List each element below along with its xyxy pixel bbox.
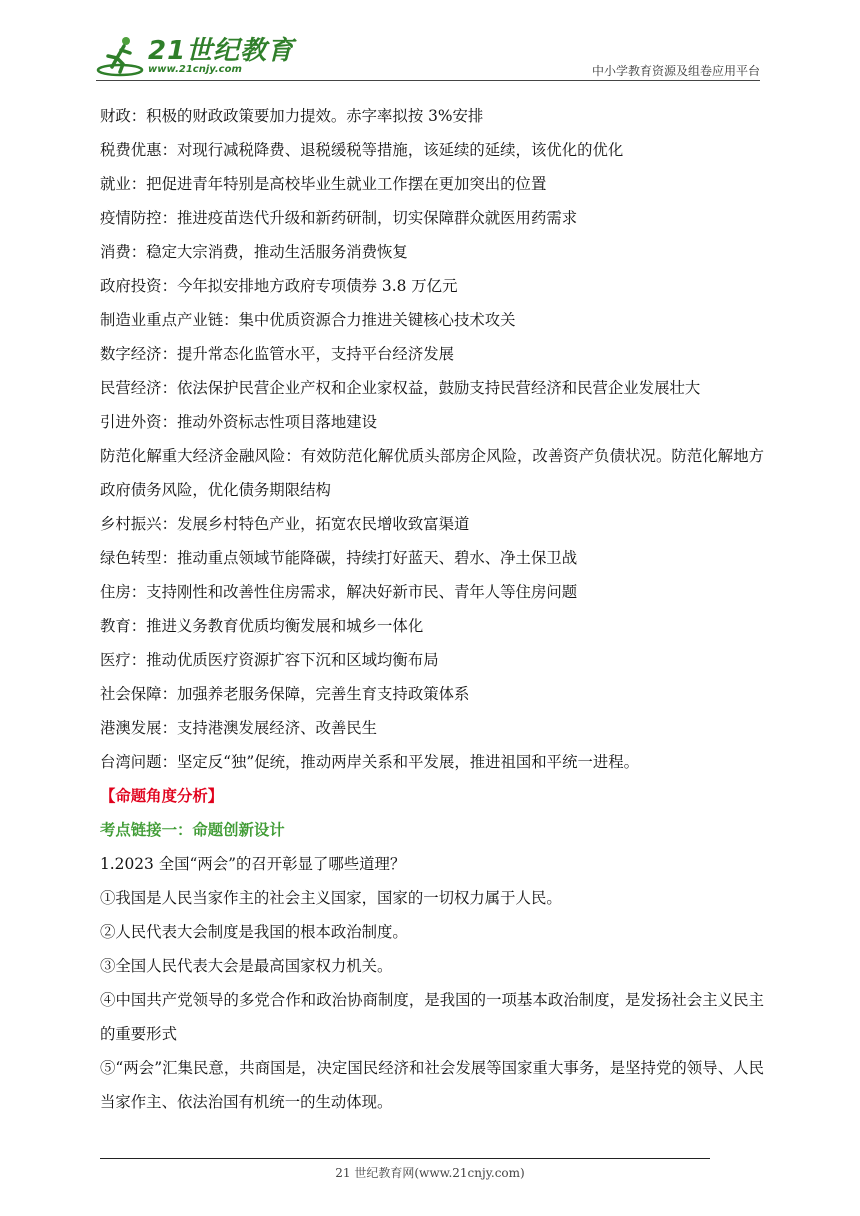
policy-line: 数字经济：提升常态化监管水平，支持平台经济发展 xyxy=(100,345,454,363)
policy-line: 台湾问题：坚定反“独”促统，推动两岸关系和平发展，推进祖国和平统一进程。 xyxy=(100,753,640,771)
policy-line: 乡村振兴：发展乡村特色产业，拓宽农民增收致富渠道 xyxy=(100,515,470,533)
policy-line: 绿色转型：推动重点领域节能降碳，持续打好蓝天、碧水、净土保卫战 xyxy=(100,549,578,567)
document-body xyxy=(100,99,764,1119)
policy-line: 疫情防控：推进疫苗迭代升级和新药研制，切实保障群众就医用药需求 xyxy=(100,209,578,227)
answer-item: ⑤“两会”汇集民意，共商国是，决定国民经济和社会发展等国家重大事务，是坚持党的领导、人民当家作主、依法治国有机统一的生动体现。 xyxy=(100,1059,764,1111)
policy-line: 引进外资：推动外资标志性项目落地建设 xyxy=(100,413,378,431)
policy-line: 消费：稳定大宗消费，推动生活服务消费恢复 xyxy=(100,243,408,261)
policy-line: 教育：推进义务教育优质均衡发展和城乡一体化 xyxy=(100,617,424,635)
platform-name: 中小学教育资源及组卷应用平台 xyxy=(591,64,760,78)
section-title: 【命题角度分析】 xyxy=(100,787,224,805)
footer-divider xyxy=(100,1158,710,1159)
policy-line: 制造业重点产业链：集中优质资源合力推进关键核心技术攻关 xyxy=(100,311,516,329)
answer-item: ①我国是人民当家作主的社会主义国家，国家的一切权力属于人民。 xyxy=(100,889,562,907)
policy-line: 税费优惠：对现行减税降费、退税缓税等措施，该延续的延续，该优化的优化 xyxy=(100,141,624,159)
policy-line: 就业：把促进青年特别是高校毕业生就业工作摆在更加突出的位置 xyxy=(100,175,547,193)
answer-item: ③全国人民代表大会是最高国家权力机关。 xyxy=(100,957,393,975)
subsection-title: 考点链接一：命题创新设计 xyxy=(100,821,285,839)
policy-line: 港澳发展：支持港澳发展经济、改善民生 xyxy=(100,719,378,737)
policy-line: 政府投资：今年拟安排地方政府专项债券 3.8 万亿元 xyxy=(100,277,458,295)
answer-item: ④中国共产党领导的多党合作和政治协商制度，是我国的一项基本政治制度，是发扬社会主义民主的重要形式 xyxy=(100,991,764,1043)
policy-line: 社会保障：加强养老服务保障，完善生育支持政策体系 xyxy=(100,685,470,703)
policy-line: 住房：支持刚性和改善性住房需求，解决好新市民、青年人等住房问题 xyxy=(100,583,578,601)
header-divider xyxy=(96,80,760,81)
footer-text: 21 世纪教育网(www.21cnjy.com) xyxy=(335,1166,525,1180)
runner-logo-icon xyxy=(96,34,144,78)
policy-line: 财政：积极的财政政策要加力提效。赤字率拟按 3%安排 xyxy=(100,107,484,125)
site-logo[interactable] xyxy=(96,34,294,78)
question-text: 1.2023 全国“两会”的召开彰显了哪些道理？ xyxy=(100,855,406,873)
policy-line: 医疗：推动优质医疗资源扩容下沉和区域均衡布局 xyxy=(100,651,439,669)
logo-title: 21世纪教育 xyxy=(148,35,295,66)
page-header xyxy=(96,28,760,80)
logo-url: www.21cnjy.com xyxy=(148,63,242,75)
policy-line: 防范化解重大经济金融风险：有效防范化解优质头部房企风险，改善资产负债状况。防范化解地方政府债务风险，优化债务期限结构 xyxy=(100,447,764,499)
policy-line: 民营经济：依法保护民营企业产权和企业家权益，鼓励支持民营经济和民营企业发展壮大 xyxy=(100,379,701,397)
answer-item: ②人民代表大会制度是我国的根本政治制度。 xyxy=(100,923,408,941)
